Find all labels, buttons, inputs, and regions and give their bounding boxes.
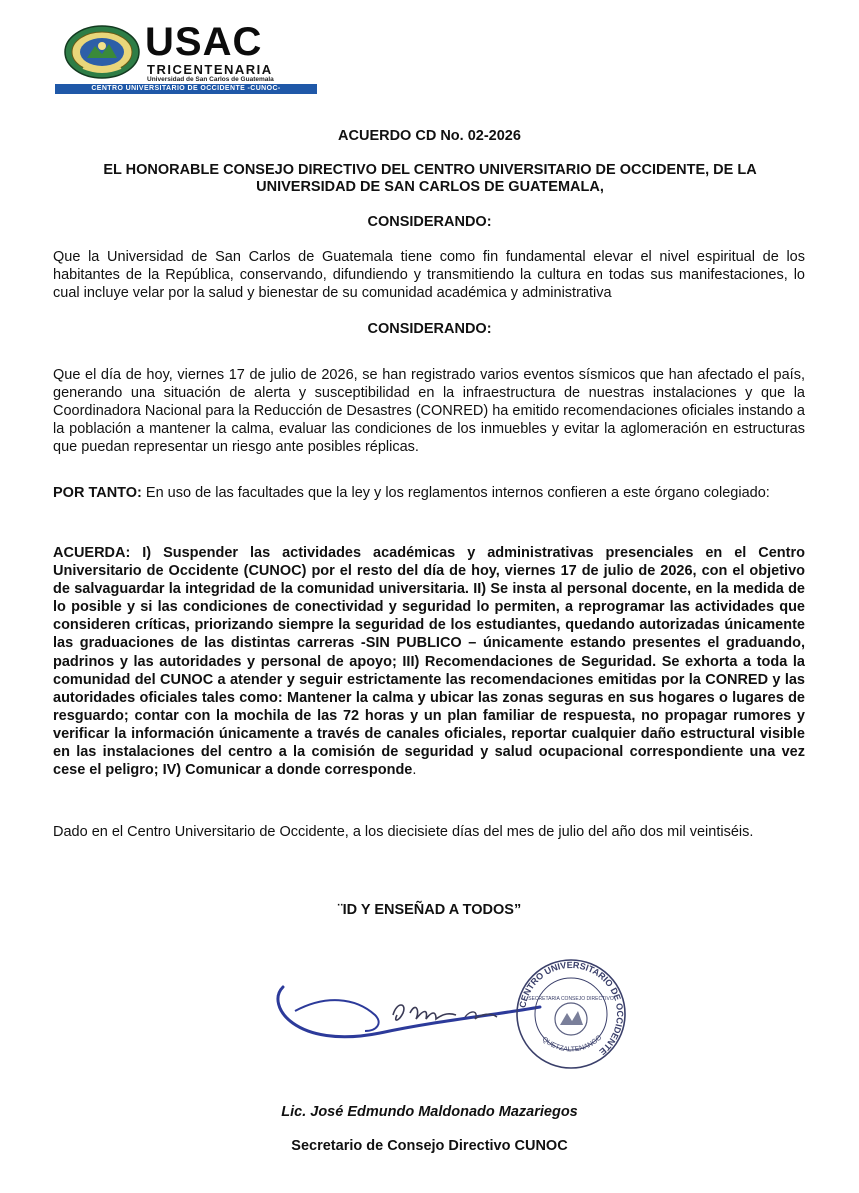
stamp-ring-text: CENTRO UNIVERSITARIO DE OCCIDENTE: [517, 959, 626, 1057]
considerando-paragraph-1: Que la Universidad de San Carlos de Guatemala tiene como fin fundamental elevar el nivel espiritual de los habitantes de la República, conservando, difundiendo y transmitiendo la cultura en todas sus manifestaciones, lo cual incluye velar por la salud y bienestar de su comunidad académica y administrativa: [53, 249, 805, 301]
considerando-heading-1: CONSIDERANDO:: [367, 214, 492, 230]
por-tanto-text: En uso de las facultades que la ley y los reglamentos internos confieren a este órgano colegiado:: [141, 485, 770, 501]
consejo-heading: EL HONORABLE CONSEJO DIRECTIVO DEL CENTRO UNIVERSITARIO DE OCCIDENTE, DE LA UNIVERSIDAD DE SAN CARLOS DE GUATEMALA,: [103, 162, 757, 195]
official-stamp: [512, 955, 630, 1073]
acuerdo-title: ACUERDO CD No. 02-2026: [338, 128, 521, 144]
signature-area: [265, 955, 625, 1095]
signer-title: Secretario de Consejo Directivo CUNOC: [291, 1138, 568, 1154]
motto: ¨ID Y ENSEÑAD A TODOS”: [337, 902, 522, 918]
logo-center-band: CENTRO UNIVERSITARIO DE OCCIDENTE -CUNOC-: [55, 84, 317, 94]
acuerda-period: .: [412, 762, 417, 779]
considerando-heading-2: CONSIDERANDO:: [367, 321, 492, 337]
university-seal-icon: [63, 24, 141, 80]
signer-name: Lic. José Edmundo Maldonado Mazariegos: [281, 1104, 578, 1120]
stamp-bottom-text: QUETZALTENANGO: [540, 1034, 604, 1054]
logo-wordmark: USAC: [145, 20, 263, 64]
logo-subtitle: TRICENTENARIA: [147, 62, 273, 77]
por-tanto-paragraph: [53, 484, 805, 502]
usac-logo: [55, 20, 320, 92]
logo-university-name: Universidad de San Carlos de Guatemala: [147, 76, 274, 83]
acuerda-paragraph: [53, 544, 805, 779]
acuerda-text: ACUERDA: I) Suspender las actividades académicas y administrativas presenciales en el Centro Universitario de Occidente (CUNOC) por el resto del día de hoy, viernes 17 de julio de 2026, con el objetivo de salvaguardar la integridad de la comunidad universitaria. II) Se insta al personal docente, en la medida de lo posible y si las condiciones de conectividad y seguridad lo permiten, a reprogramar las actividades que consideren críticas, priorizando siempre la seguridad de los estudiantes, quedando autorizadas únicamente las graduaciones de las distintas carreras -SIN PUBLICO – únicamente estando presentes el graduando, padrinos y las autoridades y personal de apoyo; III) Recomendaciones de Seguridad. Se exhorta a toda la comunidad del CUNOC a atender y seguir estrictamente las recomendaciones emitidas por la CONRED y las autoridades oficiales tales como: Mantener la calma y ubicar las zonas seguras en sus hogares o lugares de resguardo; contar con la mochila de las 72 horas y un plan familiar de respuesta, no propagar rumores y verificar la información únicamente a través de canales oficiales, reportar cualquier daño estructural visible en las instalaciones del centro a la comisión de seguridad y salud ocupacional correspondiente una vez cese el peligro; IV) Comunicar a donde corresponde: [53, 545, 805, 779]
considerando-paragraph-2: Que el día de hoy, viernes 17 de julio de 2026, se han registrado varios eventos sísmicos que han afectado el país, generando una situación de alerta y susceptibilidad en la infraestructura de nuestras instalaciones y que la Coordinadora Nacional para la Reducción de Desastres (CONRED) ha emitido recomendaciones oficiales instando a la población a mantener la calma, evaluar las condiciones de los inmuebles y evitar la aglomeración en estructuras que puedan representar un riesgo ante posibles réplicas.: [53, 367, 805, 455]
por-tanto-label: POR TANTO:: [53, 485, 142, 501]
dado-paragraph: Dado en el Centro Universitario de Occidente, a los diecisiete días del mes de julio del año dos mil veintiséis.: [53, 824, 754, 840]
stamp-inner-text: SECRETARIA CONSEJO DIRECTIVO: [528, 996, 614, 1002]
